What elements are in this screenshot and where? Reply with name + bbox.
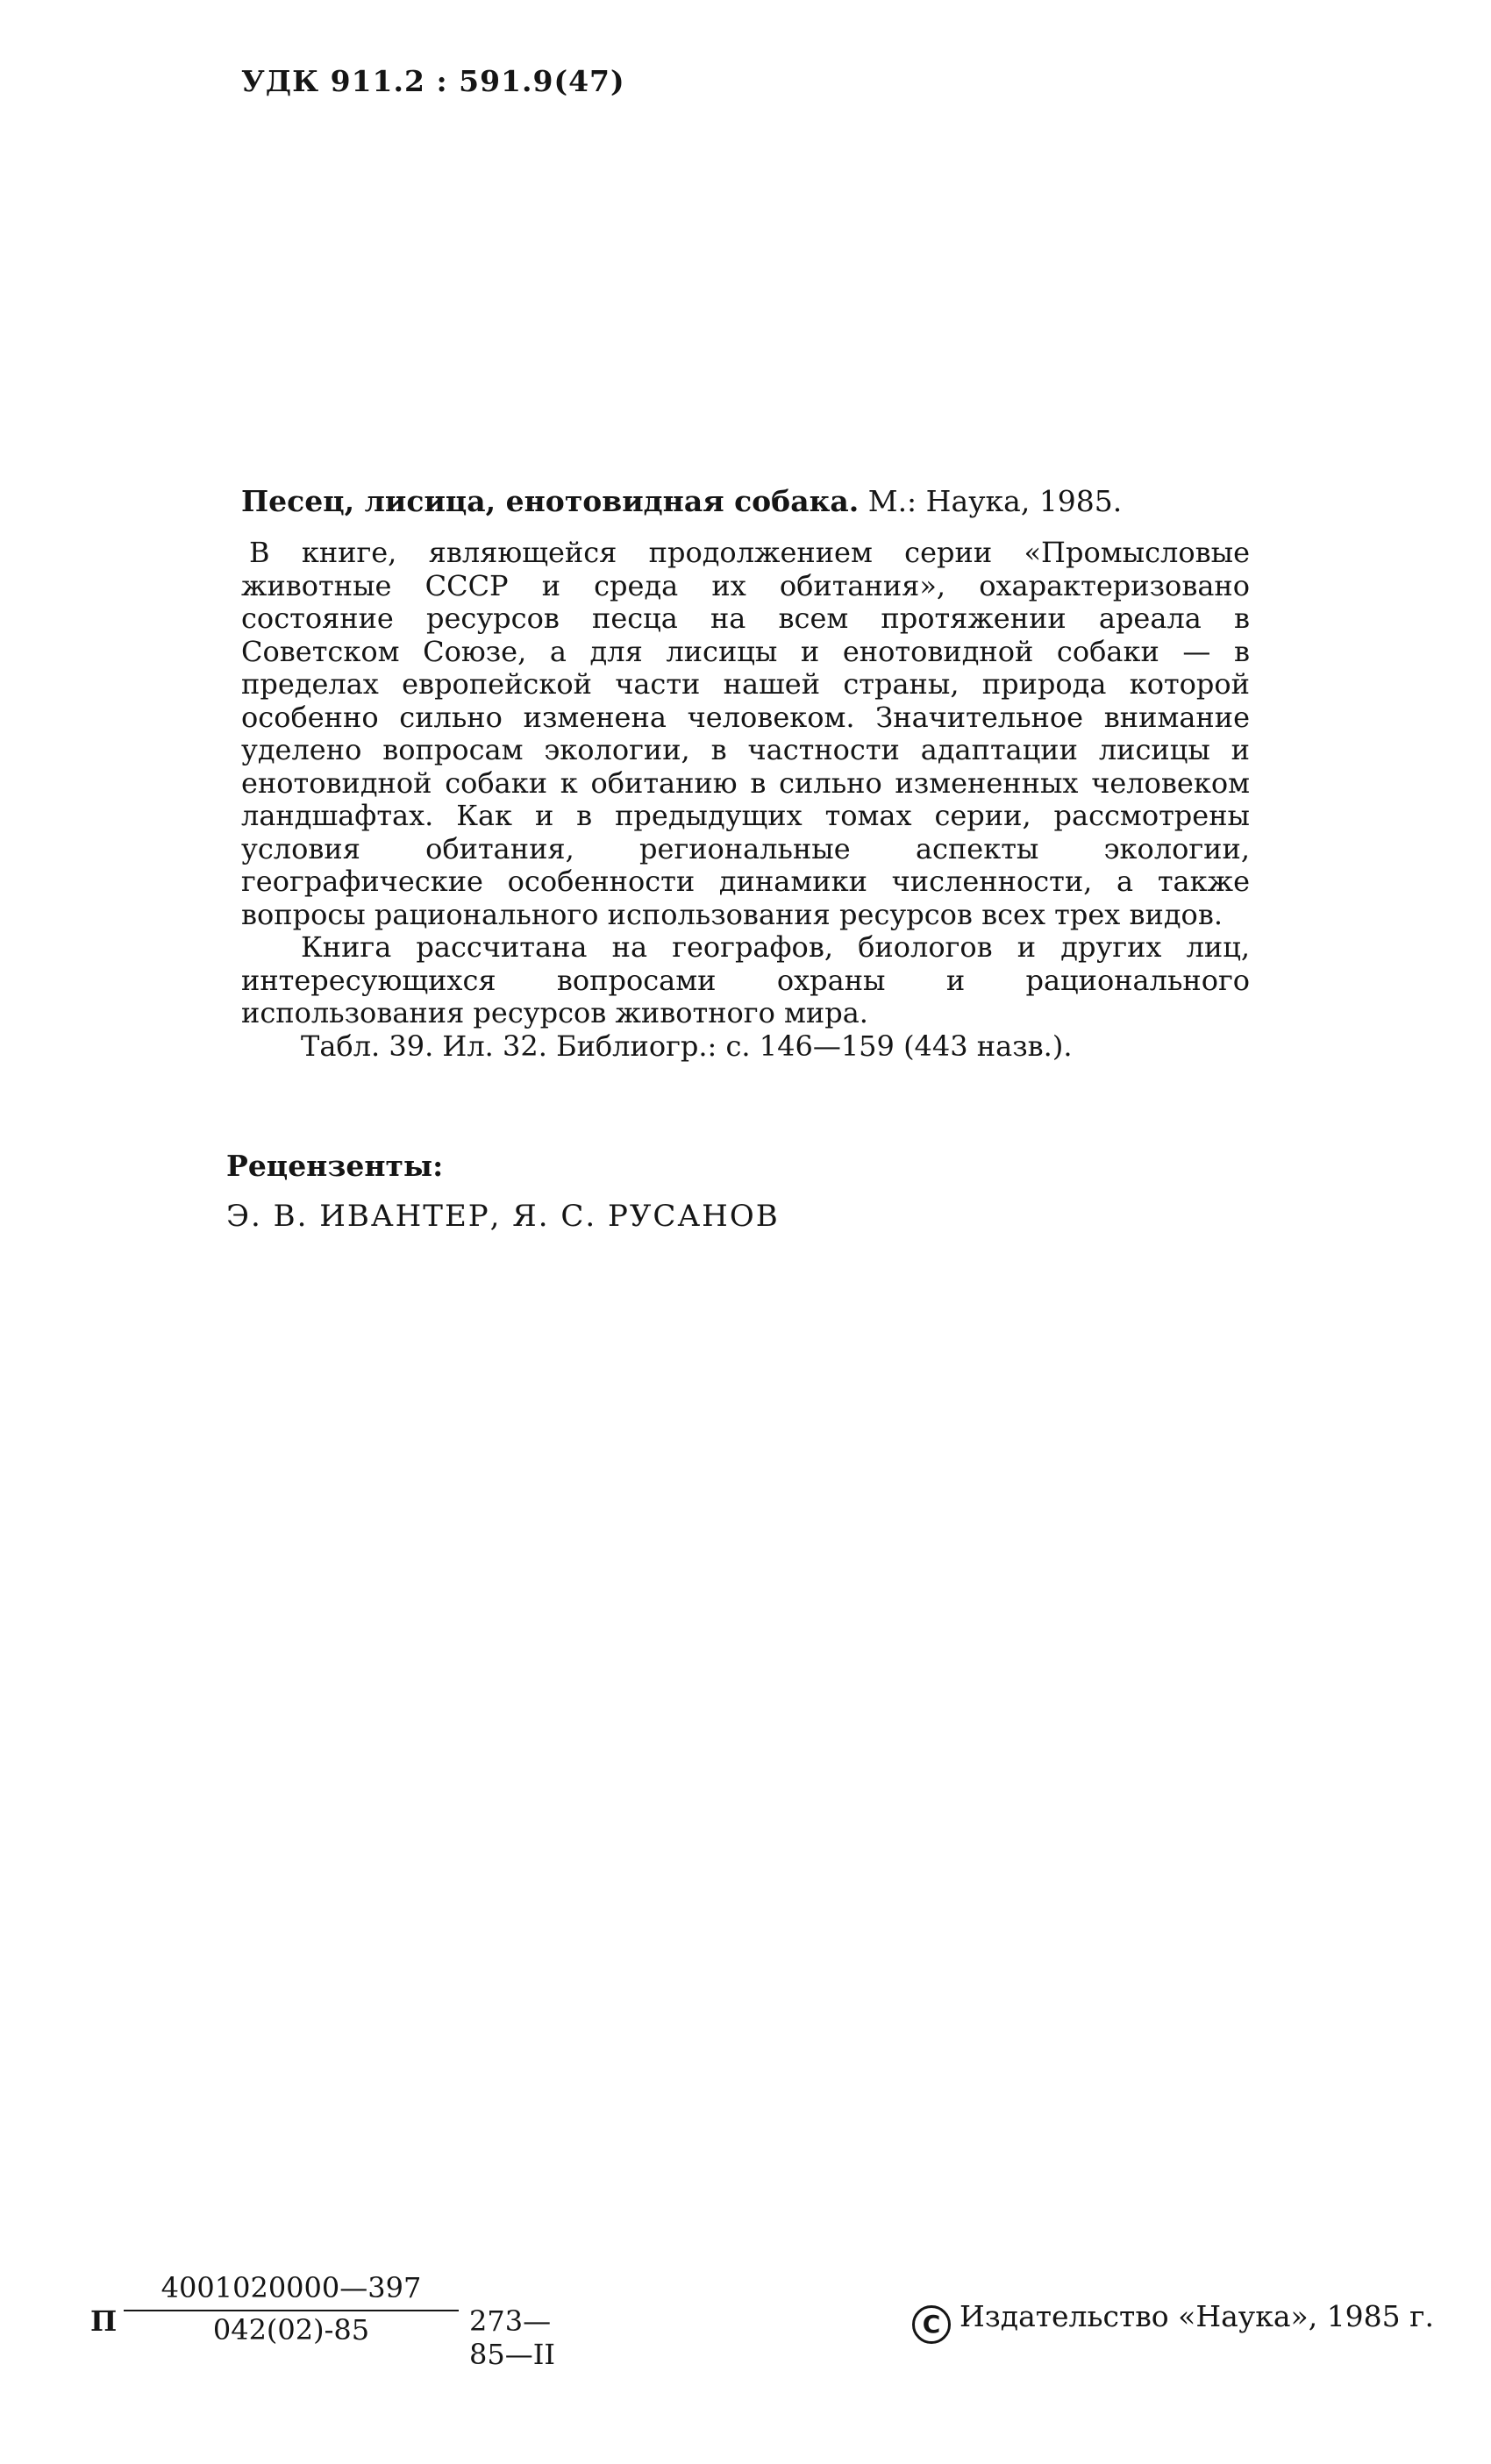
fraction-bar: [124, 2310, 459, 2311]
copyright-icon: C: [912, 2305, 951, 2344]
copyright-text: Издательство «Наука», 1985 г.: [960, 2299, 1434, 2333]
reviewers-names: Э. В. ИВАНТЕР, Я. С. РУСАНОВ: [226, 1199, 780, 1234]
abstract-meta: Табл. 39. Ил. 32. Библиогр.: с. 146—159 (443 назв.).: [301, 1029, 1073, 1063]
imprint-denominator: 042(02)-85: [212, 2313, 370, 2346]
abstract-paragraph-2: Книга рассчитана на географов, биологов и других лиц, интересующихся вопросами охраны и рационального использования ресурсов животного мира.: [241, 930, 1250, 1029]
imprint-prefix: П: [90, 2304, 118, 2338]
imprint-suffix: 273—85—II: [469, 2304, 555, 2371]
imprint-numerator: 4001020000—397: [161, 2271, 422, 2304]
reviewers-label: Рецензенты:: [226, 1149, 444, 1183]
udk-code: УДК 911.2 : 591.9(47): [241, 64, 625, 98]
book-title: Песец, лисица, енотовидная собака.: [241, 484, 860, 518]
publisher-info: М.: Наука, 1985.: [867, 484, 1123, 518]
copyright-line: [912, 2299, 1434, 2344]
imprint-code: [90, 2271, 581, 2371]
abstract-paragraph-1: В книге, являющейся продолжением серии «Промысловые животные СССР и среда их обитания», охарактеризовано состояние ресурсов песца на всем протяжении ареала в Советском Союзе, а для лисицы и енотовидной собаки — в пределах европейской части нашей страны, природа которой особенно сильно изменена человеком. Значительное внимание уделено вопросам экологии, в частности адаптации лисицы и енотовидной собаки к обитанию в сильно измененных человеком ландшафтах. Как и в предыдущих томах серии, рассмотрены условия обитания, региональные аспекты экологии, географические особенности динамики численности, а также вопросы рационального использования ресурсов всех трех видов.: [241, 536, 1250, 931]
abstract-block: [241, 484, 1250, 1063]
bibliographic-citation: [241, 484, 1250, 519]
